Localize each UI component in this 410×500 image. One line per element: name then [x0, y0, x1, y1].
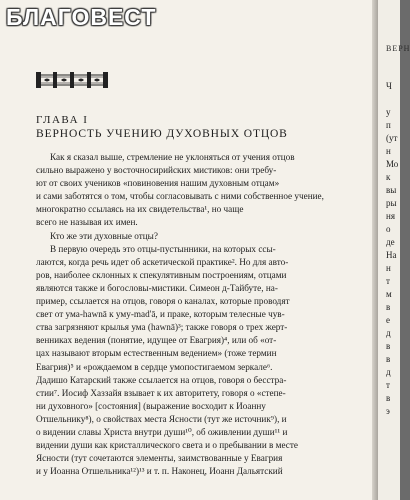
right-page-line — [386, 93, 398, 106]
right-page-line: м — [386, 289, 392, 299]
text-line: являются также и богословы-мистики. Симеон д-Тайбуте, на- — [36, 282, 278, 293]
text-line: и у Иоанна Отшельника¹²)¹³ и т. п. Наконец, Иоанн Дальятский — [36, 466, 283, 477]
text-line: ни духовного» [состояния] (выражение восходит к Иоанну — [36, 400, 266, 411]
text-line: сильно выражено у восточносирийских мистиков: они требу- — [36, 165, 277, 176]
right-page-line: в — [386, 341, 391, 351]
watermark-logo: БЛАГОВЕСТ — [6, 4, 157, 30]
text-line: ют от своих учеников «повиновения нашим духовным отцам» — [36, 178, 280, 189]
right-page-line: к — [386, 172, 391, 182]
right-page — [378, 0, 410, 500]
text-line: Отшельнику⁸), о свойствах места Ясности (тут же источник⁹), и — [36, 413, 287, 424]
right-page-line: э — [386, 406, 390, 416]
right-page-line: (ут — [386, 133, 398, 143]
text-line: венниках ведения (понятие, идущее от Евагрия)⁴, или об «от- — [36, 335, 277, 346]
question-line: Кто же эти духовные отцы? — [50, 230, 158, 241]
right-page-line: в — [386, 354, 391, 364]
right-page-line: в — [386, 302, 391, 312]
right-page-line: н — [386, 146, 391, 156]
chapter-ornament-icon — [36, 70, 108, 90]
text-line: свет от ума-hawnā к уму-mad'ā, и праке, которым телесные чув- — [36, 309, 285, 320]
right-page-line: т — [386, 276, 390, 286]
text-line: и сами заботятся о том, чтобы согласовывать с ними собственное учение, многократно ссылаясь на их свидетельства¹, но чаще — [36, 191, 324, 215]
right-page-line: у — [386, 107, 391, 117]
body-text — [36, 151, 364, 478]
right-page-header: ВЕРН — [386, 44, 410, 53]
right-page-line: ры — [386, 198, 397, 208]
right-page-line: т — [386, 380, 390, 390]
text-line: ства загрязняют крылья ума (hawnā)³; также говоря о трех жерт- — [36, 322, 288, 333]
text-line: Евагрия)⁵ и «рождаемом в сердце умопостигаемом зеркале⁶. — [36, 361, 273, 372]
text-line: Ясности (тут сочетаются элементы, заимствованные у Евагрия — [36, 453, 283, 464]
right-page-text — [386, 80, 398, 418]
text-line: всего не называя их имен. — [36, 217, 138, 228]
right-page-line: д — [386, 367, 391, 377]
right-page-line: о — [386, 224, 391, 234]
text-line: В первую очередь это отцы-пустынники, на которых ссы- — [50, 243, 276, 254]
text-line: лаются, когда речь идет об аскетической практике². Но для авто- — [36, 256, 289, 267]
right-page-line: вы — [386, 185, 397, 195]
chapter-number: ГЛАВА I — [36, 114, 89, 126]
chapter-title: ВЕРНОСТЬ УЧЕНИЮ ДУХОВНЫХ ОТЦОВ — [36, 128, 288, 140]
right-page-line: де — [386, 237, 395, 247]
right-page-line: в — [386, 393, 391, 403]
text-line: Как я сказал выше, стремление не уклоняться от учения отцов — [50, 152, 295, 162]
text-line: Дадишо Катарский также ссылается на отцов, говоря о бесстра- — [36, 374, 287, 385]
text-line: видении души как кристаллического света и о пребывании в месте — [36, 440, 298, 451]
right-page-line: п — [386, 120, 391, 130]
right-page-line: д — [386, 328, 391, 338]
right-page-line: На — [386, 250, 397, 260]
text-line: цах называют вторым естественным ведением» (тоже термин — [36, 348, 277, 359]
right-page-line: Мо — [386, 159, 399, 169]
text-line: пример, ссылается на отцов, говоря о каналах, которые проводят — [36, 296, 290, 307]
right-page-line: ня — [386, 211, 395, 221]
right-page-line: н — [386, 263, 391, 273]
text-line: о видении славы Христа внутри души¹⁰, об оживлении души¹¹ и — [36, 426, 288, 437]
right-page-line: е — [386, 315, 390, 325]
right-page-line: Ч — [386, 81, 392, 91]
text-line: ров, наиболее склонных к спекулятивным построениям, отцами — [36, 269, 287, 280]
text-line: стии⁷. Иосиф Хаззайя взывает к их авторитету, говоря о «степе- — [36, 387, 286, 398]
